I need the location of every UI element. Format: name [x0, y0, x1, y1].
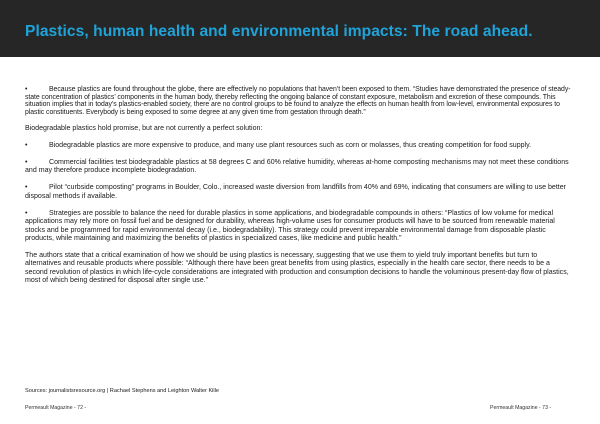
- bullet-marker: •: [25, 141, 28, 149]
- paragraph-text: Pilot “curbside composting” programs in Boulder, Colo., increased waste diversion from landfills from 40% and 69%, indicating that consumers are willing to use better disposal methods if available.: [25, 184, 567, 200]
- bullet-marker: •: [25, 184, 28, 192]
- footer-right-page: Permeault Magazine - 73 -: [490, 405, 552, 411]
- paragraph-strategies: [25, 210, 573, 244]
- paragraph-population-exposure: [25, 86, 573, 116]
- header-banner: [0, 0, 600, 57]
- page-title: Plastics, human health and environmental impacts: The road ahead.: [25, 23, 533, 40]
- paragraph-curbside-composting: [25, 184, 573, 201]
- paragraph-commercial-facilities: [25, 159, 573, 176]
- paragraph-text: Because plastics are found throughout the globe, there are effectively no populations that haven’t been exposed to them. “Studies have demonstrated the presence of steady-state concentration of plastics’ components in the human body, thereby reflecting the ongoing balance of constant exposure, metabolism and excretion of these compounds. This situation implies that in today’s plastics-enabled society, there are no control groups to be found to analyze the effects on human health from low-level, environmental exposures to plastic constituents. Everybody is being exposed to some degree at any given time from gestation through death.”: [25, 86, 571, 116]
- bullet-marker: •: [25, 86, 28, 93]
- footer-left-page: Permeault Magazine - 72 -: [25, 405, 87, 411]
- paragraph-text: Commercial facilities test biodegradable plastics at 58 degrees C and 60% relative humidity, whereas at-home composting mechanisms may not meet these conditions and may therefore produce incomplete biodegradation.: [25, 158, 569, 175]
- article-body: [25, 86, 573, 294]
- paragraph-biodegradable-cost: [25, 142, 573, 150]
- bullet-marker: •: [25, 209, 28, 217]
- bullet-marker: •: [25, 158, 28, 166]
- paragraph-authors-conclusion: The authors state that a critical examination of how we should be using plastics is necessary, suggesting that we use them to yield truly important benefits but turn to alternatives and reusable products where possible: “Although there have been great benefits from using plastics, especially in the health care sector, there needs to be a second revolution of plastics in which life-cycle considerations are integrated with production and consumption decisions to handle the voluminous present-day flow of plastics, most of which being destined for disposal after single use.”: [25, 252, 569, 285]
- paragraph-text: Strategies are possible to balance the need for durable plastics in some applications, and biodegradable compounds in others: “Plastics of low volume for medical applications may rely more on fossil fuel and be designed for durability, whereas high-volume uses for consumer products will have to be sourced from renewable material stocks and be programmed for rapid environmental decay (i.e., biodegradability). This strategy could prevent irreparable environmental damage from disposable plastic products, while maintaining and maximizing the benefits of plastics in specialized cases, like medicine and public health.”: [25, 209, 555, 242]
- paragraph-text: Biodegradable plastics are more expensive to produce, and many use plant resources such as corn or molasses, thus creating competition for food supply.: [49, 141, 532, 149]
- paragraph-biodegradable-intro: Biodegradable plastics hold promise, but are not currently a perfect solution:: [25, 124, 263, 132]
- sources-line: Sources: journalistsresource.org | Rachael Stephens and Leighton Walter Kille: [25, 388, 220, 394]
